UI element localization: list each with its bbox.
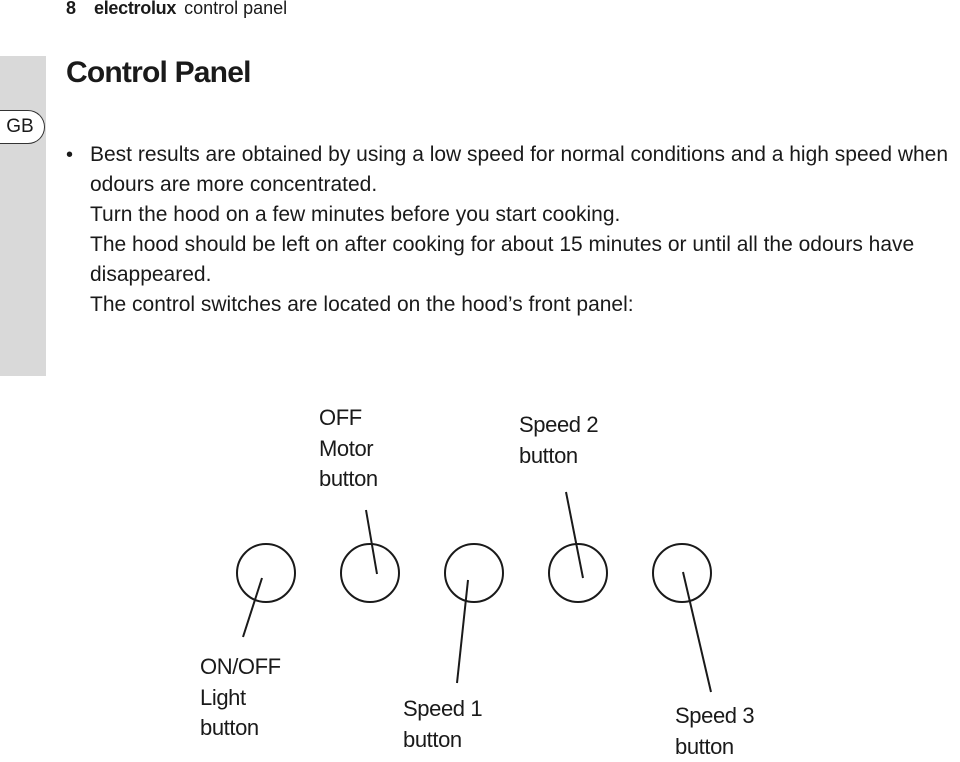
bullet-item <box>66 140 956 320</box>
paragraph-leave-on: The hood should be left on after cooking for about 15 minutes or until all the odours have disappeared. <box>90 230 956 290</box>
paragraph-switch-location: The control switches are located on the hood’s front panel: <box>90 290 956 320</box>
light-label-line: button <box>200 713 281 744</box>
speed-1-label-line: Speed 1 <box>403 694 482 725</box>
speed-3-label-line: button <box>675 732 754 762</box>
page-number: 8 <box>66 0 76 18</box>
light-leader-line <box>243 578 262 637</box>
motor-off-leader-line <box>366 510 377 574</box>
speed-2-button-icon <box>549 544 607 602</box>
speed-2-label <box>519 410 598 471</box>
instructions-text <box>66 140 956 320</box>
speed-2-label-line: Speed 2 <box>519 410 598 441</box>
light-onoff-label <box>200 652 281 744</box>
paragraph-speed-advice: Best results are obtained by using a low speed for normal conditions and a high speed when odours are more concentrated. <box>90 140 956 200</box>
speed-1-button-icon <box>445 544 503 602</box>
speed-1-label <box>403 694 482 755</box>
motor-off-label-line: OFF <box>319 403 378 434</box>
side-tab <box>0 56 46 376</box>
speed-3-button-icon <box>653 544 711 602</box>
brand-name: electrolux <box>94 0 176 18</box>
speed-2-label-line: button <box>519 441 598 472</box>
paragraph-turn-on: Turn the hood on a few minutes before you start cooking. <box>90 200 956 230</box>
speed-2-leader-line <box>566 492 583 578</box>
light-label-line: Light <box>200 683 281 714</box>
running-header <box>66 0 287 20</box>
bullet-dot-icon: • <box>66 140 90 320</box>
speed-3-leader-line <box>683 572 711 692</box>
motor-off-label-line: Motor <box>319 434 378 465</box>
bullet-body <box>90 140 956 320</box>
speed-3-label <box>675 701 754 762</box>
page-title: Control Panel <box>66 54 251 92</box>
motor-off-label-line: button <box>319 464 378 495</box>
section-name: control panel <box>184 0 287 18</box>
speed-1-leader-line <box>457 580 468 683</box>
light-label-line: ON/OFF <box>200 652 281 683</box>
light-onoff-button-icon <box>237 544 295 602</box>
speed-3-label-line: Speed 3 <box>675 701 754 732</box>
language-badge: GB <box>0 110 45 144</box>
speed-1-label-line: button <box>403 725 482 756</box>
motor-off-button-icon <box>341 544 399 602</box>
motor-off-label <box>319 403 378 495</box>
